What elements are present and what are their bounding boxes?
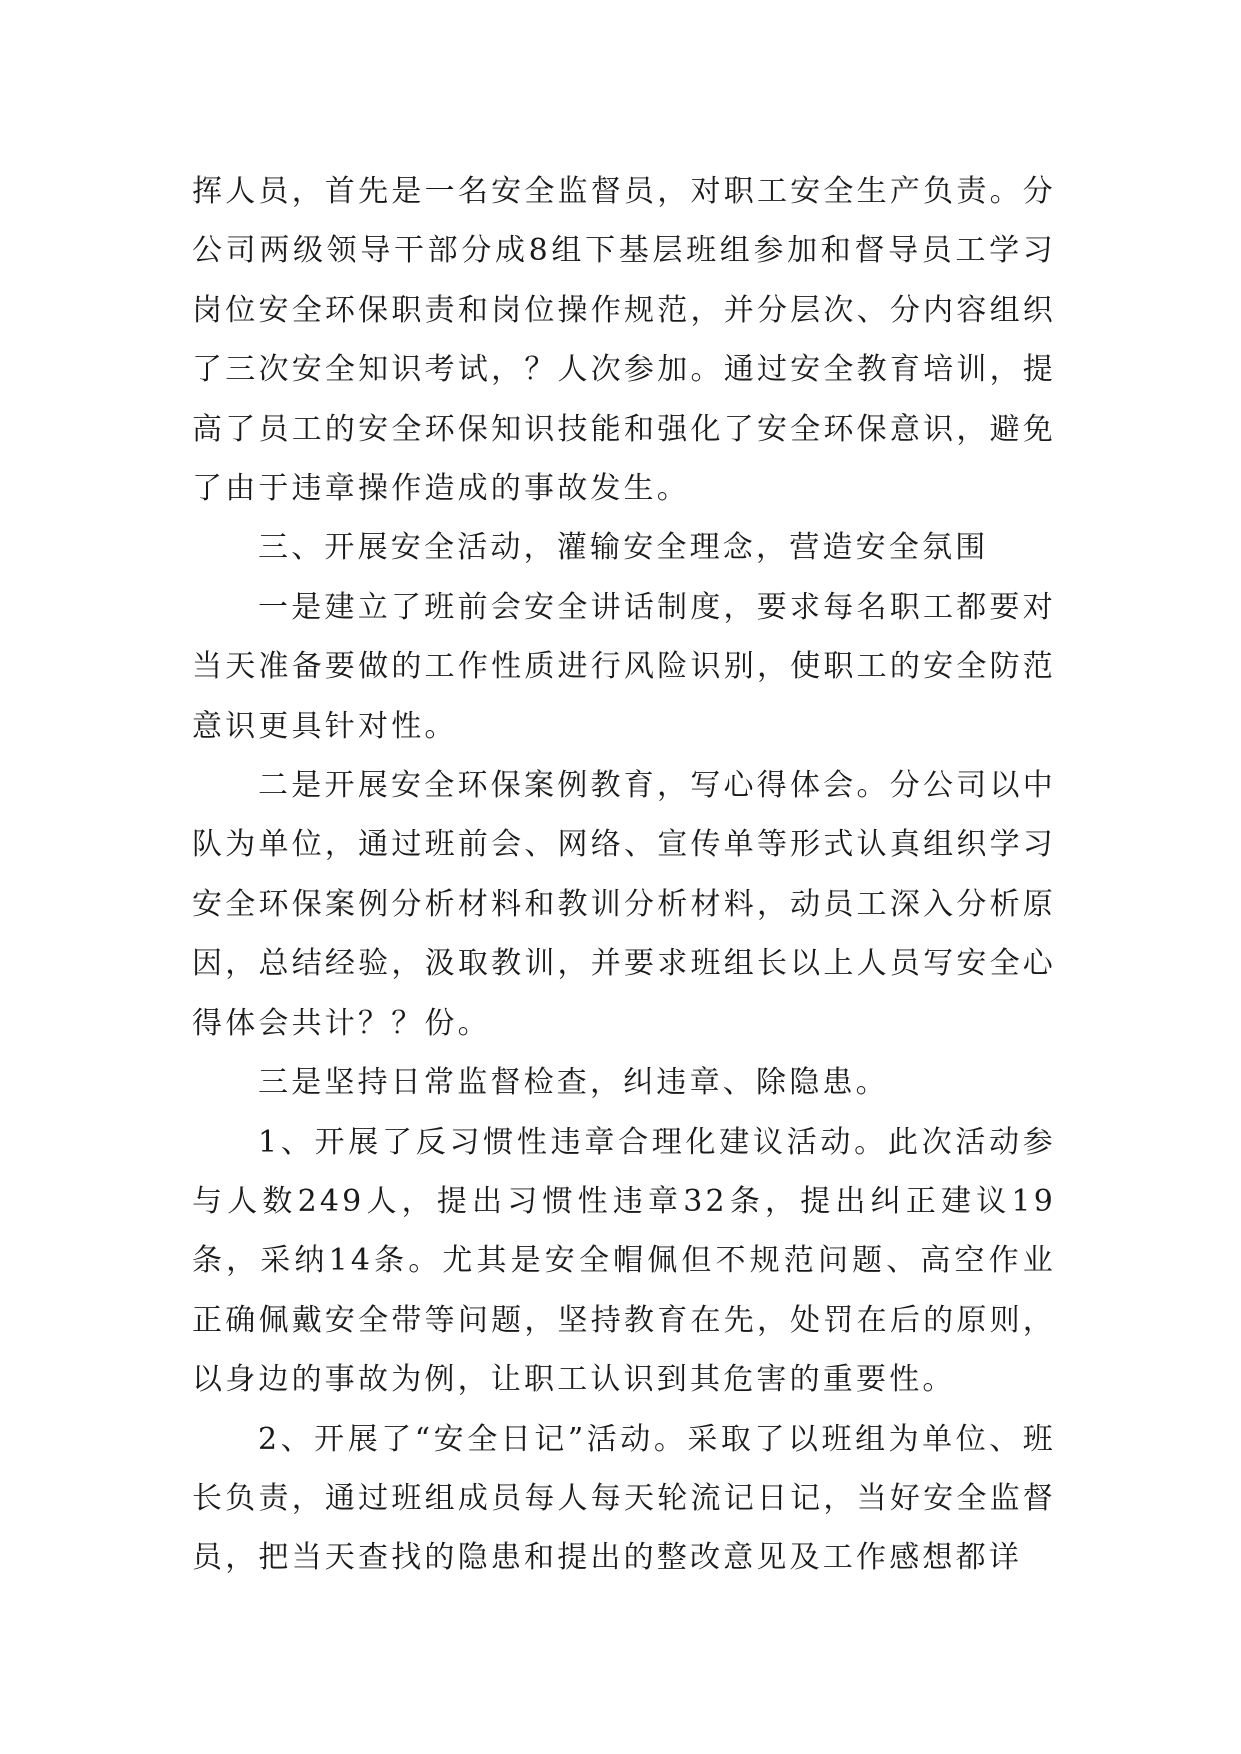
section-heading: 三、开展安全活动，灌输安全理念，营造安全氛围 — [258, 530, 989, 566]
paragraph-continuation: 挥人员，首先是一名安全监督员，对职工安全生产负责。分公司两级领导干部分成8组下基层班组参加和督导员工学习岗位安全环保职责和岗位操作规范，并分层次、分内容组织了三次安全知识考试，？人次参加。通过安全教育培训，提高了员工的安全环保知识技能和强化了安全环保意识，避免了由于违章操作造成的事故发生。 — [192, 174, 1056, 507]
paragraph-item-3: 三是坚持日常监督检查，纠违章、除隐患。 — [258, 1065, 889, 1101]
paragraph-subitem-2: 2、开展了“安全日记”活动。采取了以班组为单位、班长负责，通过班组成员每人每天轮流记日记，当好安全监督员，把当天查找的隐患和提出的整改意见及工作感想都详 — [192, 1421, 1056, 1576]
paragraph-subitem-1: 1、开展了反习惯性违章合理化建议活动。此次活动参与人数249人，提出习惯性违章32条，提出纠正建议19条，采纳14条。尤其是安全帽佩但不规范问题、高空作业正确佩戴安全带等问题，坚持教育在先，处罚在后的原则，以身边的事故为例，让职工认识到其危害的重要性。 — [192, 1124, 1056, 1398]
paragraph-item-1: 一是建立了班前会安全讲话制度，要求每名职工都要对当天准备要做的工作性质进行风险识别，使职工的安全防范意识更具针对性。 — [192, 589, 1056, 744]
paragraph-item-2: 二是开展安全环保案例教育，写心得体会。分公司以中队为单位，通过班前会、网络、宣传单等形式认真组织学习安全环保案例分析材料和教训分析材料，动员工深入分析原因，总结经验，汲取教训，并要求班组长以上人员写安全心得体会共计？？份。 — [192, 768, 1056, 1041]
document-body — [192, 162, 1056, 1588]
